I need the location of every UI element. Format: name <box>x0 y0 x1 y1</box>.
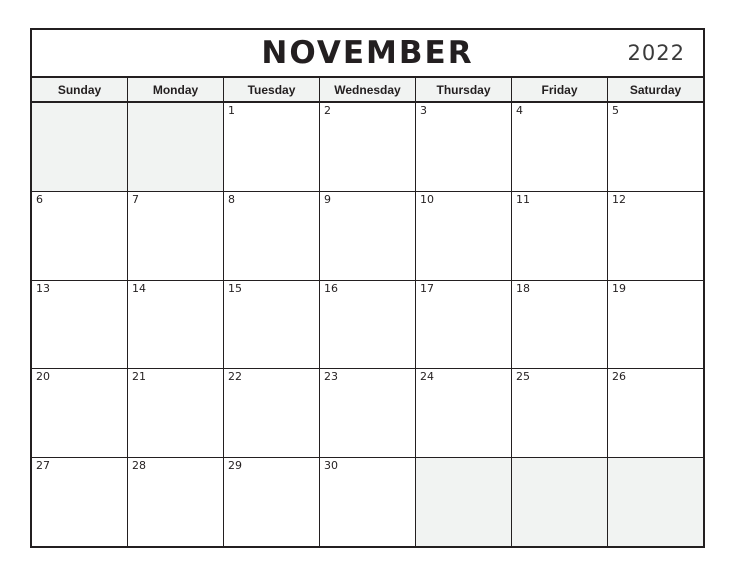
day-cell[interactable] <box>32 369 128 457</box>
day-cell[interactable] <box>128 369 224 457</box>
day-cell[interactable] <box>320 281 416 369</box>
day-cell[interactable] <box>512 458 608 546</box>
day-cell[interactable] <box>128 458 224 546</box>
week-row <box>32 103 703 192</box>
day-cell[interactable] <box>224 458 320 546</box>
week-row <box>32 458 703 546</box>
weekday-header-thursday: Thursday <box>416 78 512 101</box>
calendar-frame <box>30 28 705 548</box>
day-cell[interactable] <box>512 369 608 457</box>
day-number: 22 <box>228 370 242 384</box>
day-cell[interactable] <box>128 192 224 280</box>
weekday-header-friday: Friday <box>512 78 608 101</box>
weekday-header-sunday: Sunday <box>32 78 128 101</box>
day-number: 19 <box>612 281 626 295</box>
day-number: 3 <box>420 104 427 117</box>
day-cell[interactable] <box>224 192 320 280</box>
day-number: 29 <box>228 459 242 473</box>
day-number: 24 <box>420 370 434 384</box>
day-number: 1 <box>228 104 235 117</box>
day-number: 25 <box>516 370 530 384</box>
day-cell[interactable] <box>320 458 416 546</box>
day-number: 6 <box>36 192 43 206</box>
day-number: 26 <box>612 370 626 384</box>
day-cell[interactable] <box>224 281 320 369</box>
week-row <box>32 192 703 281</box>
day-number: 18 <box>516 281 530 295</box>
day-cell[interactable] <box>128 103 224 191</box>
day-number: 17 <box>420 281 434 295</box>
day-cell[interactable] <box>320 192 416 280</box>
day-number: 16 <box>324 281 338 295</box>
day-cell[interactable] <box>416 458 512 546</box>
day-number: 9 <box>324 192 331 206</box>
weekday-header-tuesday: Tuesday <box>224 78 320 101</box>
day-cell[interactable] <box>512 281 608 369</box>
day-number: 13 <box>36 281 50 295</box>
day-number: 8 <box>228 192 235 206</box>
day-number: 12 <box>612 192 626 206</box>
week-row <box>32 369 703 458</box>
day-cell[interactable] <box>608 192 703 280</box>
day-cell[interactable] <box>416 103 512 191</box>
day-cell[interactable] <box>512 192 608 280</box>
weekday-header-wednesday: Wednesday <box>320 78 416 101</box>
day-number: 30 <box>324 459 338 473</box>
day-cell[interactable] <box>224 369 320 457</box>
day-number: 23 <box>324 370 338 384</box>
weekday-header-monday: Monday <box>128 78 224 101</box>
day-number: 28 <box>132 459 146 473</box>
day-number: 10 <box>420 192 434 206</box>
day-cell[interactable] <box>608 281 703 369</box>
day-cell[interactable] <box>608 369 703 457</box>
calendar-title-row <box>32 30 703 78</box>
day-cell[interactable] <box>608 103 703 191</box>
day-cell[interactable] <box>320 369 416 457</box>
day-cell[interactable] <box>32 458 128 546</box>
day-cell[interactable] <box>32 192 128 280</box>
day-number: 11 <box>516 192 530 206</box>
day-number: 5 <box>612 104 619 117</box>
weekday-header-saturday: Saturday <box>608 78 703 101</box>
day-cell[interactable] <box>32 103 128 191</box>
day-cell[interactable] <box>320 103 416 191</box>
day-number: 4 <box>516 104 523 117</box>
day-cell[interactable] <box>512 103 608 191</box>
calendar-grid <box>32 103 703 546</box>
day-cell[interactable] <box>416 192 512 280</box>
month-title: NOVEMBER <box>261 34 474 71</box>
day-cell[interactable] <box>416 281 512 369</box>
day-number: 27 <box>36 459 50 473</box>
day-cell[interactable] <box>32 281 128 369</box>
day-cell[interactable] <box>416 369 512 457</box>
day-number: 7 <box>132 192 139 206</box>
day-number: 2 <box>324 104 331 117</box>
day-number: 14 <box>132 281 146 295</box>
day-number: 15 <box>228 281 242 295</box>
day-number: 20 <box>36 370 50 384</box>
year-label: 2022 <box>627 41 685 65</box>
day-cell[interactable] <box>608 458 703 546</box>
weekday-header-row <box>32 78 703 103</box>
day-number: 21 <box>132 370 146 384</box>
day-cell[interactable] <box>224 103 320 191</box>
day-cell[interactable] <box>128 281 224 369</box>
week-row <box>32 281 703 370</box>
